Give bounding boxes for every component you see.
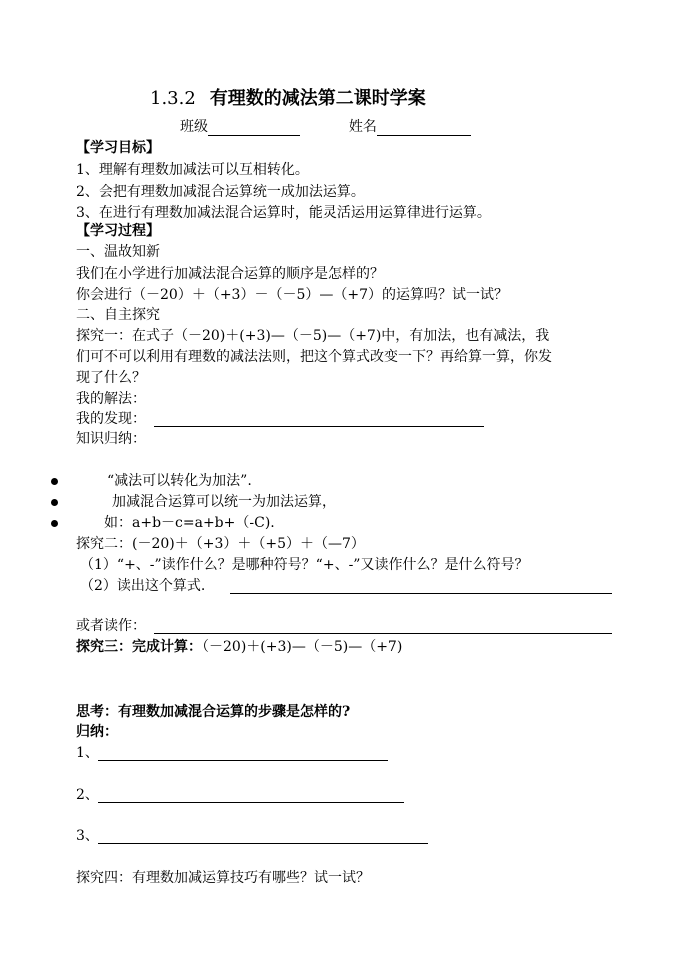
my-solution-label: 我的解法：: [76, 391, 146, 407]
explore3-expression: （－20)＋(+3)—（－5)—（+7): [202, 639, 403, 655]
step-1-label: 1、: [76, 745, 99, 761]
step-2-label: 2、: [76, 787, 99, 803]
explore1-line-3: 现了什么？: [76, 370, 146, 386]
bullet-dot: [51, 499, 58, 506]
lesson-number: 1.3.2: [150, 88, 196, 109]
review-question-2: 你会进行（－20）＋（+3）－（－5）—（+7）的运算吗？试一试？: [76, 287, 508, 303]
goal-3: 3、在进行有理数加减法混合运算时，能灵活运用运算律进行运算。: [76, 205, 491, 221]
title-text: 有理数的减法第二课时学案: [209, 88, 426, 109]
explore2-title: 探究二：(－20)＋（+3）＋（+5）＋（—7）: [76, 536, 365, 552]
step-3-label: 3、: [76, 828, 99, 844]
step-1-line[interactable]: [98, 760, 388, 761]
bullet-dot: [51, 520, 58, 527]
think-question: 思考：有理数加减混合运算的步骤是怎样的?: [76, 704, 351, 720]
step-3-line[interactable]: [98, 843, 428, 844]
or-read-label: 或者读作：: [76, 618, 146, 634]
name-label: 姓名: [348, 119, 377, 135]
class-name-line: [180, 118, 471, 136]
page-title: [150, 88, 426, 110]
name-blank[interactable]: [377, 121, 471, 136]
explore-heading: 二、自主探究: [76, 307, 160, 323]
read-expression-line[interactable]: [230, 593, 612, 594]
bullet-item-3: 如：a+b－c=a+b+（-C).: [104, 515, 275, 531]
explore2-question-2: （2）读出这个算式.: [80, 578, 206, 594]
explore4-question: 探究四：有理数加减运算技巧有哪些？试一试？: [76, 870, 370, 886]
explore3-label: 探究三：完成计算：: [76, 639, 202, 655]
review-heading: 一、温故知新: [76, 244, 160, 260]
class-label: 班级: [180, 119, 208, 135]
goal-1: 1、理解有理数加减法可以互相转化。: [76, 162, 309, 178]
goal-2: 2、会把有理数加减混合运算统一成加法运算。: [76, 184, 365, 200]
explore1-line-1: 探究一：在式子（－20)＋(+3)—（－5)—（+7)中，有加法，也有减法，我: [76, 328, 550, 344]
step-2-line[interactable]: [98, 802, 404, 803]
bullet-item-2: 加减混合运算可以统一为加法运算，: [112, 494, 336, 510]
review-question-1: 我们在小学进行加减法混合运算的顺序是怎样的？: [76, 266, 384, 282]
bullet-item-1: “减法可以转化为加法”.: [107, 473, 252, 489]
goals-heading: 【学习目标】: [76, 140, 160, 156]
explore2-question-1: （1）“+、-”读作什么？是哪种符号？“+、-”又读作什么？是什么符号？: [80, 557, 529, 573]
class-blank[interactable]: [208, 121, 300, 136]
bullet-dot: [51, 478, 58, 485]
induce-label: 归纳：: [76, 724, 118, 740]
finding-answer-line[interactable]: [154, 426, 484, 427]
or-read-line[interactable]: [154, 633, 612, 634]
my-finding-label: 我的发现：: [76, 411, 146, 427]
summary-label: 知识归纳：: [76, 431, 146, 447]
explore3-line: [76, 638, 402, 656]
process-heading: 【学习过程】: [76, 223, 160, 239]
explore1-line-2: 们可不可以利用有理数的减法法则，把这个算式改变一下？再给算一算，你发: [76, 349, 552, 365]
